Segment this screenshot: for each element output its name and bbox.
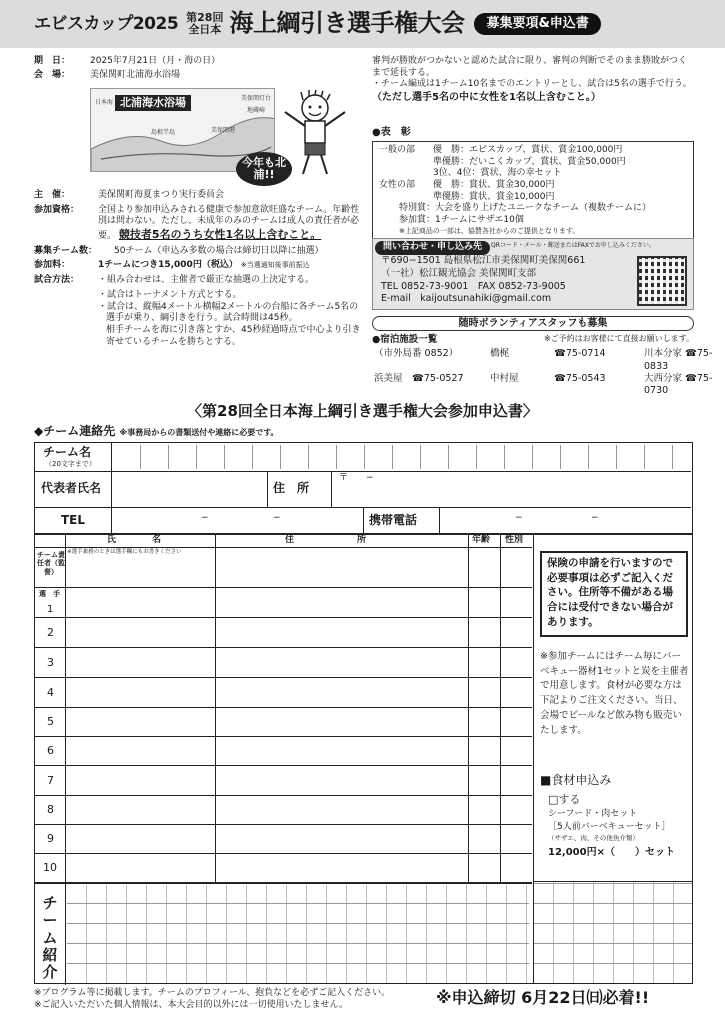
col-divider [331,471,332,507]
lodging-section [372,334,713,398]
map-label-sea: 日本海 [95,99,114,106]
eligibility-value-wrap [98,205,364,243]
award-row [379,203,687,215]
contact-heading-note: ※事務局からの書類送付や連絡に必要です。 [119,428,279,437]
rules-line-2-emph: （ただし選手5名の中に女性を1名以上含むこと。） [372,92,601,104]
venue-value: 美保関町北浦海水浴場 [90,69,181,80]
method-item-4: 相手チームを海に引き落とすか、45秒経過時点で中心より引き寄せているチームを勝ちとする。 [106,324,361,347]
contact-details [381,255,585,306]
award-text: 優 勝：賞状、賞金30,000円 [433,180,555,191]
player-number: 9 [47,832,54,845]
awards-section [372,126,694,240]
player-number: 4 [47,686,54,699]
player-number: 1 [47,604,54,615]
col-address-header: 住 所 [285,535,367,545]
rules-line-1: 審判が勝敗がつかないと認めた試合に限り、審判の判断でそのまま勝敗がつくまで延長する。 [372,56,688,78]
volunteer-banner: 随時ボランティアスタッフも募集 [372,316,694,331]
mascot-bubble: 今年も北浦!! [236,152,292,186]
team-intro-input-extension[interactable] [534,881,693,984]
lodging-cell: 浜美屋 ☎75-0527 [374,373,464,385]
contact-note: QRコード・メール・郵送またはFAXでお申し込みください。 [491,242,655,249]
award-category: 一般の部 [379,145,416,155]
eligibility-label: 参加資格： [34,204,80,215]
contact-phone: TEL 0852-73-9001 FAX 0852-73-9005 [381,280,566,292]
brand-title: エビスカップ2025 [34,13,179,34]
award-category [379,192,433,204]
map-label-lighthouse: 美保関灯台 [241,95,272,102]
venue-label: 会 場： [34,69,71,80]
lodging-list [372,348,713,397]
award-text: 3位、4位：賞状、海の幸セット [433,168,562,179]
event-title: 海上綱引き選手権大会 [229,9,465,38]
method-label: 試合方法： [34,275,80,286]
footer-note-1: ※プログラム等に掲載します。チームのプロフィール、抱負などを必ずご記入ください。 [34,988,391,998]
award-row [379,215,687,227]
award-text: 特別賞：大会を盛り上げたユニークなチーム（複数チームに） [399,203,652,214]
lodging-cell: 大西分家 ☎75-0730 [644,373,713,397]
contact-organization: （一社）松江観光協会 美保関町支部 [381,267,537,279]
method-item-1: ・組み合わせは、主催者で厳正な抽選の上決定する。 [98,275,315,286]
map-label-peninsula: 島根半島 [151,129,176,136]
player-number: 5 [47,715,54,728]
member-table [34,534,534,984]
leader-label: チーム責任者（監督） [37,551,65,576]
tel-label: TEL [61,513,86,527]
date-value: 2025年7月21日（月・海の日） [90,56,221,66]
leader-note: ※選手兼務のときは選手欄にもお書きください [67,549,182,555]
postal-code-field[interactable]: 〒 − [339,473,374,483]
edition-line-1: 第28回 [186,11,224,25]
edition-label [186,12,223,35]
tel-input[interactable] [113,509,361,533]
mobile-input[interactable] [441,509,689,533]
host-row [34,190,364,202]
awards-list [372,141,694,240]
rules-line-2: ・チーム編成は1チーム10名までのエントリーとし、試合は5名の選手で行う。 [372,79,692,90]
contact-address: 〒690−1501 島根県松江市美保関町美保関661 [381,255,586,266]
contact-section-heading [34,424,279,440]
award-row [379,192,687,204]
award-text: 準優勝：だいこくカップ、賞状、賞金50,000円 [433,156,626,167]
contact-email[interactable]: E-mail kaijoutsunahiki@gmail.com [381,293,552,305]
lodging-cell: （市外局番 0852） [374,348,459,360]
food-set-contents: （サザエ、肉、その他魚介類） [548,834,639,843]
col-name-header: 氏 名 [107,535,162,545]
method-item-2: ・試合はトーナメント方式とする。 [98,289,242,300]
section-pill: 募集要項&申込書 [474,13,600,36]
food-order-checkbox[interactable]: □する [548,793,581,806]
map-label-cape: 地蔵崎 [247,107,266,114]
contact-pill: 問い合わせ・申し込み先 [375,241,490,255]
host-label: 主 催： [34,190,71,200]
member-entry-area[interactable] [67,549,529,881]
qr-code-icon[interactable] [637,256,687,306]
award-category [379,157,433,169]
lodging-cell: 川本分家 ☎75-0833 [644,348,713,372]
fee-row [34,260,364,272]
fee-note: ※当選通知後事前振込 [240,261,310,270]
method-item-3: ・試合は、縦幅4メートル横幅2メートルの台船に各チーム5名の選手が乗り、綱引きを行う。試合時間は45秒。 [98,301,359,324]
insurance-notice: 保険の申請を行いますので必要事項は必ずご記入ください。住所等不備がある場合には受付できない場合があります。 [540,551,688,637]
award-category [379,203,399,215]
host-value: 美保関町海夏まつり実行委員会 [98,190,225,200]
team-name-sublabel: （20文字まで） [45,460,96,468]
award-row [379,145,687,157]
lodging-cell: 中村屋 [490,373,519,385]
date-row [34,56,364,68]
food-set-name: シーフード・肉セット [548,808,638,819]
award-category [379,227,399,236]
player-number: 10 [43,861,57,874]
lodging-cell: ☎75-0714 [554,348,606,360]
teams-value: 50チーム（申込み多数の場合は締切日以降に抽選） [114,245,324,256]
fee-value: 1チームにつき15,000円（税込） [98,260,238,271]
award-row [379,157,687,169]
col-sex-header: 性別 [505,535,524,545]
form-title: 〈第28回全日本海上綱引き選手権大会参加申込書〉 [187,402,538,420]
rules-continued [372,56,694,105]
player-number: 8 [47,803,54,816]
eligibility-value: 全国より参加申込みされる健康で参加意欲旺盛なチーム。年齢性別は問わない。ただし、未成年のみのチームは成人の責任者が必要。 [98,204,360,242]
col-divider [439,507,440,535]
tel-dash: − [201,513,209,523]
award-text: 参加賞：1チームにサザエ10個 [399,215,524,226]
award-category [379,215,399,227]
player-number: 7 [47,774,54,787]
map-place-label: 北浦海水浴場 [115,95,191,111]
team-intro-input[interactable] [67,885,529,983]
lodging-cell: ☎75-0543 [554,373,606,385]
deadline-notice: ※申込締切 6月22日㈰必着!! [436,988,650,1007]
event-info [34,56,364,83]
representative-label: 代表者氏名 [41,481,102,495]
bbq-notice: ※参加チームにはチーム毎にバーベキュー器材1セットと炭を主催者で用意します。食材が必要な方は下記よりご注文ください。当日、会場でビールなど飲み物も販売いたします。 [540,651,689,736]
awards-heading: ●表 彰 [372,127,411,138]
food-set-type: ［5人前バーベキューセット］ [548,821,671,832]
player-number: 3 [47,656,54,669]
award-row [379,180,687,192]
award-text: ※上記商品の一部は、協賛各社からのご提供となります。 [399,226,580,235]
lodging-heading: ●宿泊施設一覧 [372,334,438,345]
tel-dash: − [273,513,281,523]
team-name-input[interactable] [113,445,689,469]
award-row [379,227,687,236]
lodging-header [372,334,694,346]
award-category [379,168,433,180]
col-divider [363,507,364,535]
award-text: 優 勝：エビスカップ、賞状、賞金100,000円 [433,145,623,155]
food-order-details [548,792,694,861]
organizer-info [34,190,364,348]
page-header [0,0,725,48]
row-divider [35,471,691,472]
edition-line-2: 全日本 [188,23,222,36]
qr-pattern [639,258,685,304]
address-label: 住 所 [273,481,310,495]
eligibility-emphasis: 競技者5名のうち女性1名以上含むこと。 [118,228,322,242]
player-label: 選 手 [39,590,60,598]
col-age-header: 年齢 [472,535,491,545]
mobile-dash: − [591,513,599,523]
contact-heading: ◆チーム連絡先 [34,424,116,438]
mobile-dash: − [515,513,523,523]
award-text: 準優勝：賞状、賞金10,000円 [433,191,555,202]
food-order-heading: ■食材申込み [540,773,612,787]
venue-row [34,70,364,82]
row-divider [35,882,532,884]
fee-label: 参加料： [34,260,71,271]
fee-value-wrap [98,260,364,272]
award-row [379,168,687,180]
team-name-label: チーム名 [43,445,92,459]
team-intro-label: チーム紹介 [42,894,58,981]
lodging-cell: 橋梶 [490,348,510,360]
eligibility-row [34,205,364,243]
team-contact-table [34,442,693,534]
col-divider [65,535,66,985]
mobile-label: 携帯電話 [369,513,418,527]
representative-input[interactable] [113,473,265,505]
col-divider [267,471,268,507]
player-number: 6 [47,744,54,757]
contact-box [372,238,694,310]
teams-row [34,246,364,258]
date-label: 期 日： [34,56,71,66]
rules-line-2-wrap [372,79,694,104]
food-price-field[interactable]: 12,000円×（ ）セット [548,847,675,859]
row-divider [35,547,532,548]
col-divider [111,443,112,535]
method-row [34,275,364,287]
footer-notes [34,988,390,1011]
award-category: 女性の部 [379,180,416,191]
teams-label: 募集チーム数： [34,245,98,256]
lodging-note: ※ご予約はお客様にて直接お願いします。 [543,334,694,343]
map-label-port: 美保関港 [211,127,236,134]
player-number: 2 [47,626,54,639]
footer-note-2: ※ご記入いただいた個人情報は、本大会目的以外には一切使用いたしません。 [34,999,349,1010]
address-input[interactable] [335,473,689,505]
